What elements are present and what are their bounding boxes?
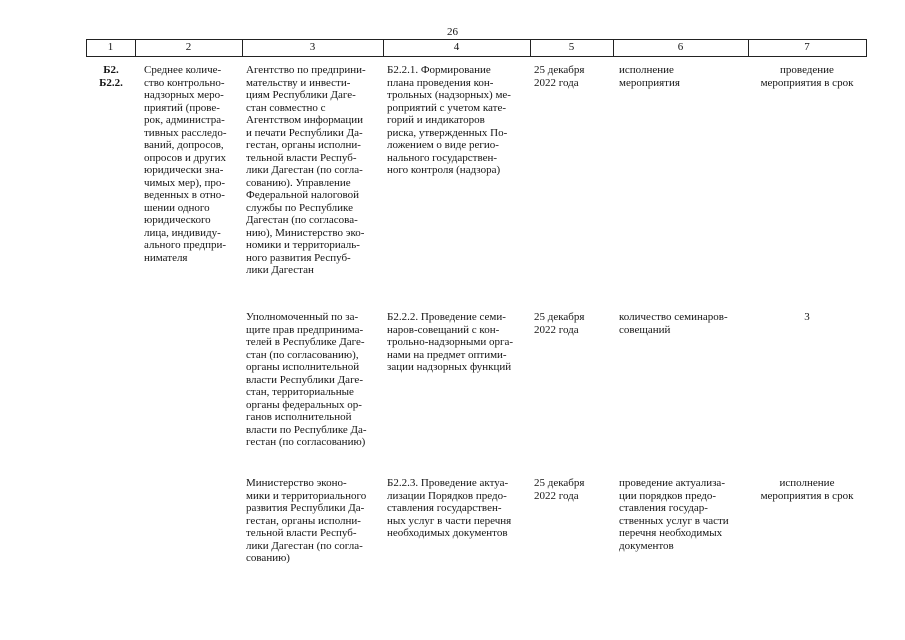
table-row-1-executors: Агентство по предприни- мательству и инвести- циям Республики Даге- стан совместно с Агентством информации и печати Республики Да- гестан, органы исполни- тельной власти Респуб- лики Дагестан (по согла- сованию). Управление Федеральной налоговой службы по Республике Дагестан (по согласова- нию), Министерство эко- номики и территориаль- ного развития Респуб- лики Дагестан bbox=[246, 64, 366, 276]
column-number-7: 7 bbox=[804, 41, 810, 53]
table-header-bottom-rule bbox=[86, 56, 867, 57]
indicator-text: Среднее количе- ство контрольно- надзорных меро- приятий (прове- рок, администра- тивных расследо- ваний, допросов, опросов и других юридически зна- чимых мер), про- веденных в отно- шении одного юридического лица, индивиду- ального предпри- нимателя bbox=[144, 64, 227, 264]
table-row-2-measure: Б2.2.2. Проведение семи- наров-совещаний с кон- трольно-надзорными орга- нами на предмет оптими- зации надзорных функций bbox=[387, 311, 514, 373]
column-number-1: 1 bbox=[107, 41, 114, 53]
table-row-2-result: количество семинаров- совещаний bbox=[619, 311, 728, 336]
table-row-2-deadline: 25 декабря 2022 года bbox=[534, 311, 585, 336]
table-row-2-executors: Уполномоченный по за- щите прав предпринима- телей в Республике Даге- стан (по согласованию), органы исполнительной власти Республики Даге- стан, территориальные органы федеральных ор- ганов исполнительной власти по Республике Да- гестан (по согласованию) bbox=[246, 311, 367, 448]
table-row-3-value: исполнение мероприятия в срок bbox=[760, 477, 854, 502]
column-number-6: 6 bbox=[677, 41, 684, 53]
column-number-3: 3 bbox=[309, 41, 316, 53]
table-row-2-value: 3 bbox=[804, 311, 810, 323]
table-row-1-measure: Б2.2.1. Формирование плана проведения кон- трольных (надзорных) ме- роприятий с учетом кате- горий и индикаторов риска, утвержденных По- ложением о виде регио- нального государствен- ного контроля (надзора) bbox=[387, 64, 511, 176]
page-number: 26 bbox=[447, 26, 458, 38]
table-row-1-result: исполнение мероприятия bbox=[619, 64, 680, 89]
table-row-3-measure: Б2.2.3. Проведение актуа- лизации Порядков предо- ставления государствен- ных услуг в части перечня необходимых документов bbox=[387, 477, 512, 539]
column-number-4: 4 bbox=[453, 41, 460, 53]
section-code: Б2. Б2.2. bbox=[99, 64, 123, 89]
table-row-1-deadline: 25 декабря 2022 года bbox=[534, 64, 585, 89]
table-row-3-result: проведение актуализа- ции порядков предо- ставления государ- ственных услуг в части перечня необходимых документов bbox=[619, 477, 729, 552]
header-divider bbox=[866, 39, 867, 56]
table-row-1-value: проведение мероприятия в срок bbox=[760, 64, 854, 89]
table-row-3-deadline: 25 декабря 2022 года bbox=[534, 477, 585, 502]
table-row-3-executors: Министерство эконо- мики и территориального развития Республики Да- гестан, органы исполни- тельной власти Респуб- лики Дагестан (по согла- сованию) bbox=[246, 477, 367, 564]
column-number-2: 2 bbox=[185, 41, 192, 53]
column-number-5: 5 bbox=[568, 41, 575, 53]
